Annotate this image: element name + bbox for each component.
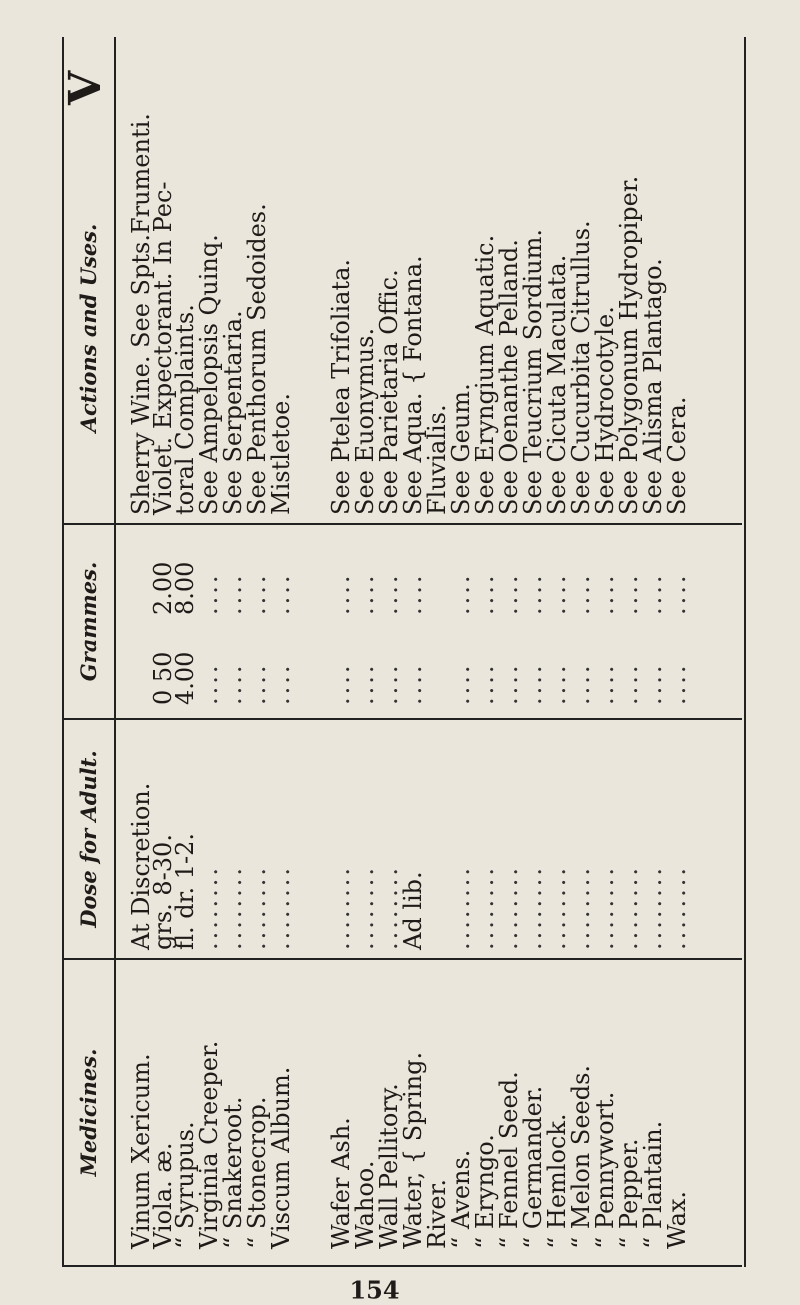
column-rule xyxy=(62,958,742,960)
gram-max-cell: .... xyxy=(519,572,547,615)
gram-min-cell: .... xyxy=(327,662,355,705)
gram-min-cell: .... xyxy=(615,662,643,705)
action-cell: See Eryngium Aquatic. xyxy=(471,234,499,515)
action-cell: See Aqua. { Fontana. xyxy=(399,255,427,515)
dose-cell: grs. 8-30. xyxy=(149,834,177,950)
gram-min-cell: .... xyxy=(591,662,619,705)
gram-min-cell: .... xyxy=(471,662,499,705)
gram-min-cell: .... xyxy=(447,662,475,705)
gram-max-cell: .... xyxy=(591,572,619,615)
medicine-cell: “ Snakeroot. xyxy=(219,1096,247,1249)
action-cell: See Penthorum Sedoides. xyxy=(243,203,271,515)
action-cell: See Hydrocotyle. xyxy=(591,306,619,515)
medicine-cell: Viola. æ. xyxy=(149,1142,177,1249)
action-cell: See Euonymus. xyxy=(351,327,379,515)
gram-min-cell: .... xyxy=(267,662,295,705)
gram-max-cell: .... xyxy=(567,572,595,615)
gram-max-cell: .... xyxy=(447,572,475,615)
action-cell: See Oenanthe Pelland. xyxy=(495,239,523,515)
header-dose: Dose for Adult. xyxy=(75,750,101,928)
gram-min-cell: .... xyxy=(195,662,223,705)
action-cell: See Cera. xyxy=(663,396,691,515)
dose-cell: ........ xyxy=(219,864,247,950)
action-cell: See Geum. xyxy=(447,383,475,515)
dose-cell: ........ xyxy=(195,864,223,950)
action-cell: Mistletoe. xyxy=(267,392,295,515)
medicine-cell: “ Syrupus. xyxy=(171,1121,199,1249)
header-actions: Actions and Uses. xyxy=(75,223,101,433)
dose-cell: ........ xyxy=(543,864,571,950)
action-cell: Violet. Expectorant. In Pec- xyxy=(149,181,177,515)
gram-min-cell: .... xyxy=(663,662,691,705)
medicine-cell: Viscum Album. xyxy=(267,1066,295,1249)
dose-cell: ........ xyxy=(351,864,379,950)
gram-min-cell: .... xyxy=(351,662,379,705)
action-cell: See Teucrium Sordium. xyxy=(519,229,547,515)
medicine-cell: “ Plantain. xyxy=(639,1120,667,1249)
gram-min-cell: .... xyxy=(219,662,247,705)
medicine-cell: Wall Pellitory. xyxy=(375,1083,403,1249)
gram-max-cell: .... xyxy=(375,572,403,615)
medicine-cell: “ Stonecrop. xyxy=(243,1096,271,1249)
medicine-cell: “ Germander. xyxy=(519,1085,547,1249)
gram-max-cell: .... xyxy=(639,572,667,615)
dose-cell: fl. dr. 1-2. xyxy=(171,833,199,950)
dose-cell: ........ xyxy=(375,864,403,950)
gram-min-cell: .... xyxy=(543,662,571,705)
gram-max-cell: .... xyxy=(663,572,691,615)
gram-min-cell: .... xyxy=(243,662,271,705)
column-rule xyxy=(62,718,742,720)
gram-min-cell: .... xyxy=(375,662,403,705)
gram-min-cell: .... xyxy=(495,662,523,705)
medicine-cell: “ Fennel Seed. xyxy=(495,1071,523,1249)
dose-cell: ........ xyxy=(519,864,547,950)
frame-left-rule xyxy=(62,1265,742,1267)
medicine-cell: “ Pennywort. xyxy=(591,1091,619,1249)
gram-max-cell: .... xyxy=(219,572,247,615)
header-grammes: Grammes. xyxy=(75,561,101,682)
gram-max-cell: .... xyxy=(399,572,427,615)
dose-cell: ........ xyxy=(615,864,643,950)
gram-max-cell: 2.00 xyxy=(149,561,177,615)
dose-cell: ........ xyxy=(495,864,523,950)
gram-min-cell: 0 50 xyxy=(149,651,177,705)
action-cell: See Ampelopsis Quinq. xyxy=(195,234,223,515)
gram-max-cell: .... xyxy=(615,572,643,615)
dose-cell: ........ xyxy=(663,864,691,950)
gram-max-cell: 8.00 xyxy=(171,561,199,615)
gram-min-cell: .... xyxy=(399,662,427,705)
action-cell: See Parietaria Offic. xyxy=(375,269,403,515)
medicine-cell: Water, { Spring. xyxy=(399,1051,427,1249)
medicine-cell: River. xyxy=(423,1179,451,1249)
header-rule xyxy=(114,37,116,1267)
medicine-cell: Vinum Xericum. xyxy=(127,1053,155,1249)
action-cell: Sherry Wine. See Spts.Frumenti. xyxy=(127,113,155,515)
gram-max-cell: .... xyxy=(327,572,355,615)
medicine-cell: Wax. xyxy=(663,1190,691,1249)
gram-max-cell: .... xyxy=(195,572,223,615)
action-cell: See Ptelea Trifoliata. xyxy=(327,258,355,515)
dose-cell: ........ xyxy=(243,864,271,950)
dose-cell: ........ xyxy=(591,864,619,950)
medicine-cell: “ Hemlock. xyxy=(543,1113,571,1249)
dose-cell: At Discretion. xyxy=(127,782,155,950)
dose-cell: Ad lib. xyxy=(399,871,427,950)
action-cell: See Serpentaria. xyxy=(219,310,247,515)
column-rule xyxy=(62,523,742,525)
section-letter: V xyxy=(60,70,111,105)
gram-min-cell: 4.00 xyxy=(171,651,199,705)
action-cell: See Polygonum Hydropiper. xyxy=(615,175,643,515)
dose-cell: ........ xyxy=(471,864,499,950)
action-cell: See Cucurbita Citrullus. xyxy=(567,220,595,515)
dose-cell: ........ xyxy=(639,864,667,950)
gram-min-cell: .... xyxy=(519,662,547,705)
action-cell: toral Complaints. xyxy=(171,304,199,515)
medicine-cell: Wafer Ash. xyxy=(327,1117,355,1249)
medicine-cell: “ Eryngo. xyxy=(471,1134,499,1249)
gram-max-cell: .... xyxy=(495,572,523,615)
action-cell: Fluvialis. xyxy=(423,404,451,515)
medicine-cell: “ Melon Seeds. xyxy=(567,1064,595,1249)
gram-max-cell: .... xyxy=(543,572,571,615)
dose-cell: ........ xyxy=(447,864,475,950)
page-number: 154 xyxy=(349,1275,400,1305)
action-cell: See Cicuta Maculata. xyxy=(543,254,571,515)
medicine-cell: “ Pepper. xyxy=(615,1138,643,1249)
medicine-cell: “ Avens. xyxy=(447,1149,475,1249)
gram-max-cell: .... xyxy=(243,572,271,615)
dose-cell: ........ xyxy=(327,864,355,950)
medicine-cell: Virginia Creeper. xyxy=(195,1040,223,1249)
gram-max-cell: .... xyxy=(351,572,379,615)
dose-cell: ........ xyxy=(567,864,595,950)
header-medicines: Medicines. xyxy=(75,1048,101,1177)
gram-min-cell: .... xyxy=(567,662,595,705)
gram-max-cell: .... xyxy=(267,572,295,615)
gram-min-cell: .... xyxy=(639,662,667,705)
dose-cell: ........ xyxy=(267,864,295,950)
action-cell: See Alisma Plantago. xyxy=(639,258,667,515)
gram-max-cell: .... xyxy=(471,572,499,615)
medicine-cell: Wahoo. xyxy=(351,1160,379,1249)
